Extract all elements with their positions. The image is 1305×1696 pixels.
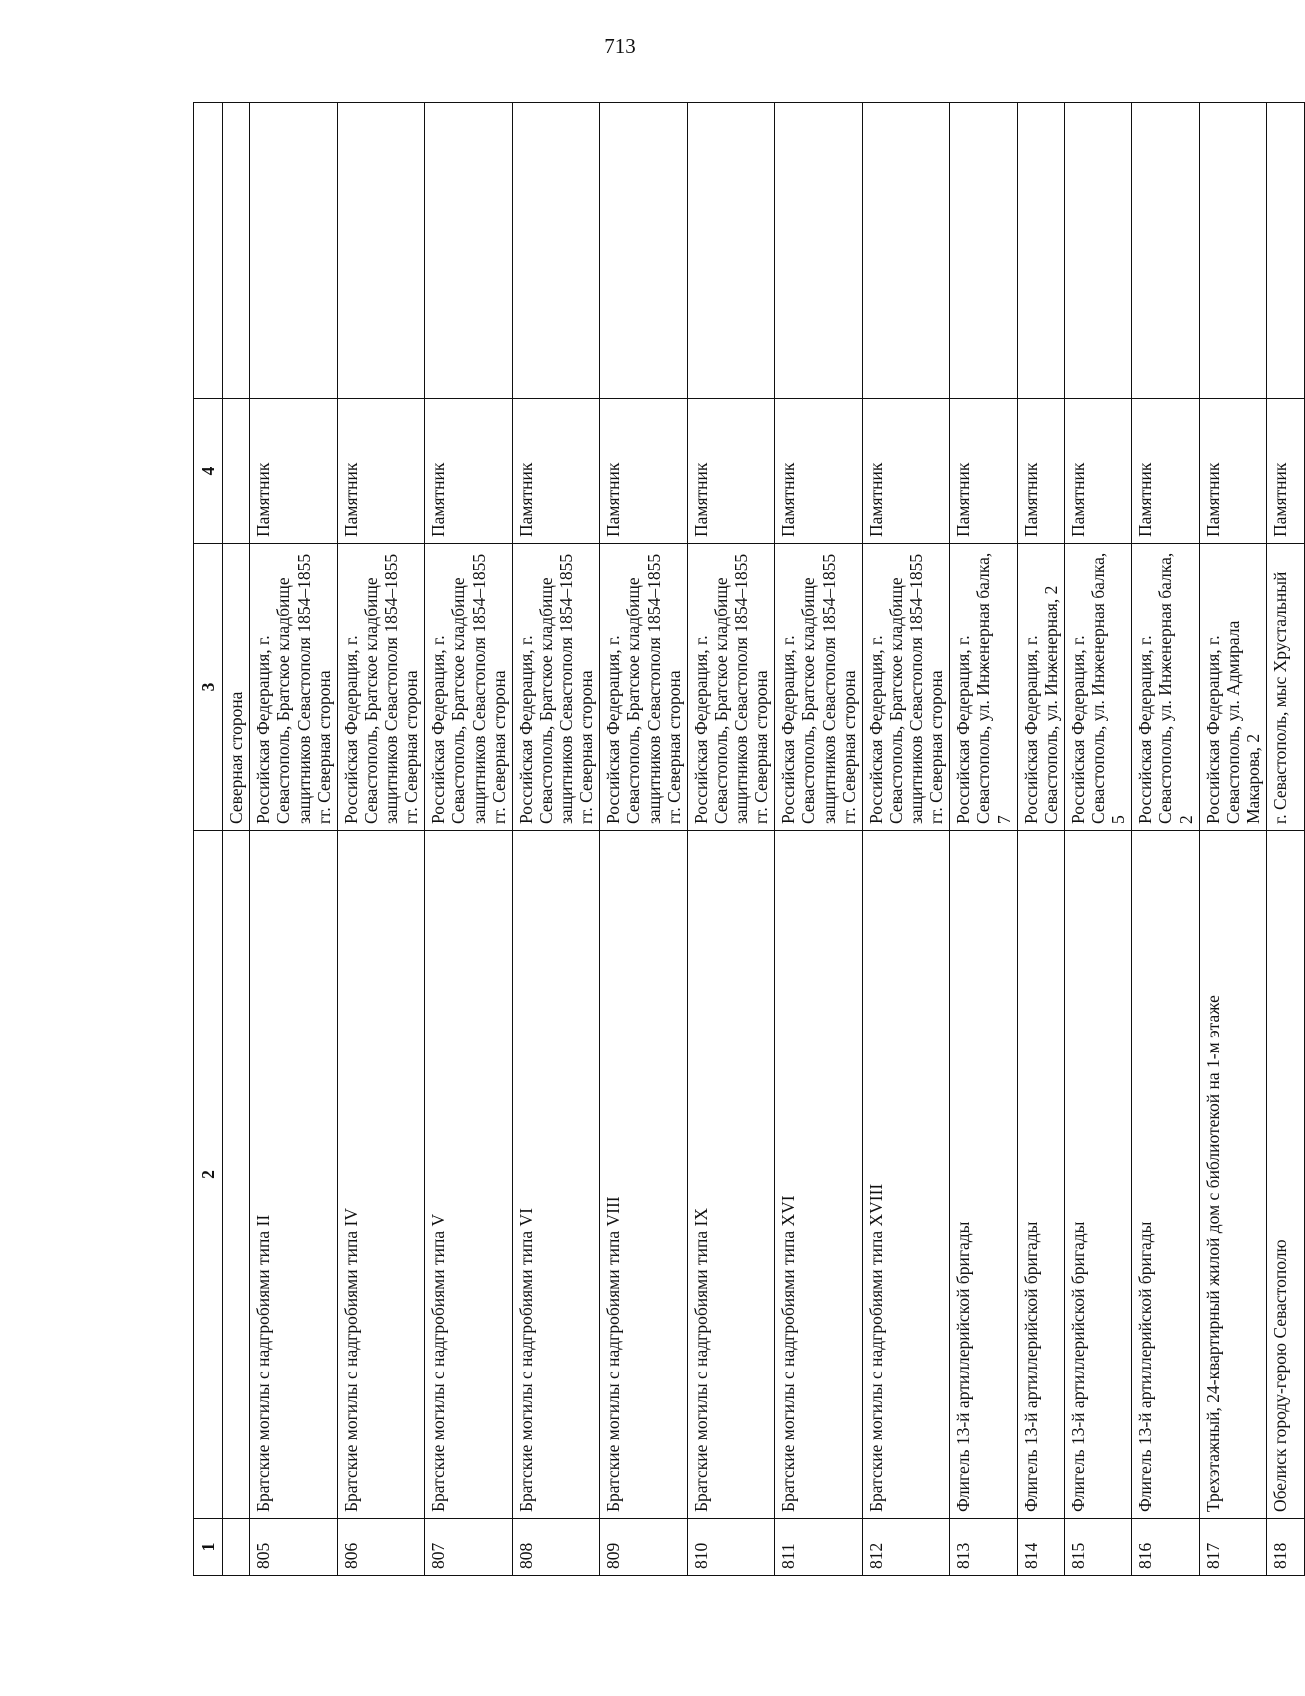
row-category: Памятник <box>1017 399 1064 544</box>
table-header-row <box>194 103 223 1576</box>
row-name: Братские могилы с надгробиями типа II <box>250 831 338 1519</box>
row-number: 818 <box>1267 1519 1305 1576</box>
row-number: 814 <box>1017 1519 1064 1576</box>
table-row <box>1132 103 1199 1576</box>
table-row <box>337 103 425 1576</box>
row-address: Российская Федерация, г. Севастополь, Братское кладбище защитников Севастополя 1854–1855 гг. Северная сторона <box>337 544 425 831</box>
table-row <box>775 103 863 1576</box>
row-name: Братские могилы с надгробиями типа V <box>425 831 513 1519</box>
row-category: Памятник <box>1199 399 1266 544</box>
header-col-1: 1 <box>194 1519 223 1576</box>
row-address: Российская Федерация, г. Севастополь, ул. Инженерная, 2 <box>1017 544 1064 831</box>
table-row <box>425 103 513 1576</box>
row-number: 808 <box>512 1519 600 1576</box>
row-number: 813 <box>950 1519 1017 1576</box>
row-name: Обелиск городу-герою Севастополю <box>1267 831 1305 1519</box>
row-number: 810 <box>687 1519 775 1576</box>
row-number: 811 <box>775 1519 863 1576</box>
row-address: Российская Федерация, г. Севастополь, ул. Адмирала Макарова, 2 <box>1199 544 1266 831</box>
row-number: 805 <box>250 1519 338 1576</box>
row-category: Памятник <box>687 399 775 544</box>
row-address: Российская Федерация, г. Севастополь, Братское кладбище защитников Севастополя 1854–1855 гг. Северная сторона <box>250 544 338 831</box>
row-name: Флигель 13-й артиллерийской бригады <box>950 831 1017 1519</box>
header-col-4: 4 <box>194 399 223 544</box>
table-row <box>1267 103 1305 1576</box>
row-name: Братские могилы с надгробиями типа IX <box>687 831 775 1519</box>
row-address: Российская Федерация, г. Севастополь, Братское кладбище защитников Севастополя 1854–1855 гг. Северная сторона <box>775 544 863 831</box>
row-number: 812 <box>862 1519 950 1576</box>
row-address: Российская Федерация, г. Севастополь, ул. Инженерная балка, 5 <box>1064 544 1131 831</box>
row-name: Трехэтажный, 24-квартирный жилой дом с библиотекой на 1-м этаже <box>1199 831 1266 1519</box>
row-number: 817 <box>1199 1519 1266 1576</box>
row-address: Российская Федерация, г. Севастополь, Братское кладбище защитников Севастополя 1854–1855 гг. Северная сторона <box>862 544 950 831</box>
table-row <box>862 103 950 1576</box>
row-category: Памятник <box>512 399 600 544</box>
table-row <box>1064 103 1131 1576</box>
row-name: Флигель 13-й артиллерийской бригады <box>1132 831 1199 1519</box>
row-category: Памятник <box>1064 399 1131 544</box>
row-category: Памятник <box>1132 399 1199 544</box>
row-address: Российская Федерация, г. Севастополь, Братское кладбище защитников Севастополя 1854–1855 гг. Северная сторона <box>600 544 688 831</box>
row-address: Российская Федерация, г. Севастополь, ул. Инженерная балка, 7 <box>950 544 1017 831</box>
row-address: Российская Федерация, г. Севастополь, ул. Инженерная балка, 2 <box>1132 544 1199 831</box>
subheader-col-3: Северная сторона <box>223 544 250 831</box>
page-number: 713 <box>604 34 636 58</box>
row-number: 807 <box>425 1519 513 1576</box>
row-address: Российская Федерация, г. Севастополь, Братское кладбище защитников Севастополя 1854–1855 гг. Северная сторона <box>687 544 775 831</box>
row-category: Памятник <box>775 399 863 544</box>
row-name: Флигель 13-й артиллерийской бригады <box>1017 831 1064 1519</box>
row-number: 815 <box>1064 1519 1131 1576</box>
table-row <box>1017 103 1064 1576</box>
row-name: Братские могилы с надгробиями типа XVIII <box>862 831 950 1519</box>
row-number: 806 <box>337 1519 425 1576</box>
row-number: 816 <box>1132 1519 1199 1576</box>
monuments-table <box>193 102 1305 1576</box>
row-category: Памятник <box>600 399 688 544</box>
row-category: Памятник <box>425 399 513 544</box>
table-container <box>193 103 1290 1576</box>
row-name: Братские могилы с надгробиями типа IV <box>337 831 425 1519</box>
row-name: Братские могилы с надгробиями типа VI <box>512 831 600 1519</box>
table-row <box>250 103 338 1576</box>
row-category: Памятник <box>950 399 1017 544</box>
row-name: Братские могилы с надгробиями типа XVI <box>775 831 863 1519</box>
table-row <box>512 103 600 1576</box>
row-name: Флигель 13-й артиллерийской бригады <box>1064 831 1131 1519</box>
table-row <box>1199 103 1266 1576</box>
header-col-2: 2 <box>194 831 223 1519</box>
header-col-3: 3 <box>194 544 223 831</box>
row-category: Памятник <box>250 399 338 544</box>
row-address: г. Севастополь, мыс Хрустальный <box>1267 544 1305 831</box>
row-category: Памятник <box>1267 399 1305 544</box>
row-name: Братские могилы с надгробиями типа VIII <box>600 831 688 1519</box>
row-number: 809 <box>600 1519 688 1576</box>
rotated-table-frame <box>193 103 1290 1576</box>
header-col-empty <box>194 103 223 399</box>
table-row <box>950 103 1017 1576</box>
row-address: Российская Федерация, г. Севастополь, Братское кладбище защитников Севастополя 1854–1855 гг. Северная сторона <box>425 544 513 831</box>
row-category: Памятник <box>862 399 950 544</box>
table-subheader-row <box>223 103 250 1576</box>
row-address: Российская Федерация, г. Севастополь, Братское кладбище защитников Севастополя 1854–1855 гг. Северная сторона <box>512 544 600 831</box>
row-category: Памятник <box>337 399 425 544</box>
table-row <box>687 103 775 1576</box>
table-row <box>600 103 688 1576</box>
